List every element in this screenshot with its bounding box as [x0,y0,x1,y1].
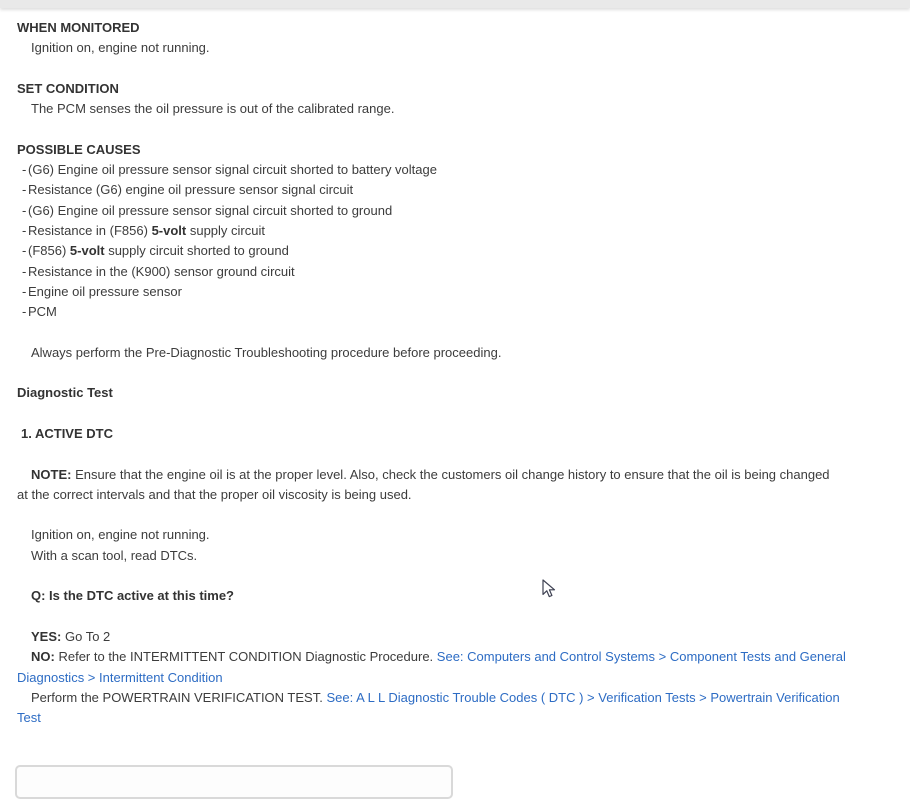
note-line-2: at the correct intervals and that the proper oil viscosity is being used. [17,486,412,502]
possible-causes-heading: POSSIBLE CAUSES [17,141,141,157]
section-possible-causes [17,140,895,323]
no-answer-line: NO: Refer to the INTERMITTENT CONDITION Diagnostic Procedure. See: Computers and Control Systems > Component Tests and General [31,649,846,665]
yes-answer-line: YES: Go To 2 [31,628,111,644]
cause-item-text: Engine oil pressure sensor [28,283,182,299]
dash-bullet: - [22,243,27,259]
dash-bullet: - [22,304,27,320]
yes-label: YES: [31,628,62,644]
verification-link-continued [17,708,895,728]
link-intermittent-condition[interactable]: See: Computers and Control Systems > Component Tests and General [436,649,846,665]
dash-bullet: - [22,162,27,178]
cause-item-text: (G6) Engine oil pressure sensor signal circuit shorted to battery voltage [28,162,437,178]
cause-item-text: (G6) Engine oil pressure sensor signal circuit shorted to ground [28,202,393,218]
link-powertrain-verification-cont[interactable]: Test [17,710,41,726]
mouse-cursor-icon [542,579,556,599]
instructions-block [17,525,895,566]
cause-item-text: Resistance (G6) engine oil pressure sensor signal circuit [28,182,354,198]
when-monitored-heading: WHEN MONITORED [17,20,140,35]
pre-diagnostic-text: Always perform the Pre-Diagnostic Troubleshooting procedure before proceeding. [31,344,502,360]
dash-bullet: - [22,222,27,238]
cause-item [17,282,895,302]
link-intermittent-condition-cont[interactable]: Diagnostics > Intermittent Condition [17,669,223,685]
cause-item-text: Resistance in (F856) 5-volt supply circuit [28,222,265,238]
when-monitored-text: Ignition on, engine not running. [31,40,210,56]
pre-diagnostic-note [17,343,895,363]
note-label: NOTE: [31,466,72,482]
step-1-title: 1. ACTIVE DTC [21,425,113,441]
instruction-line: Ignition on, engine not running. [31,527,210,543]
cause-item [17,241,895,261]
set-condition-heading: SET CONDITION [17,80,119,96]
section-when-monitored [17,18,895,59]
cause-item [17,262,895,282]
instruction-line: With a scan tool, read DTCs. [31,547,198,563]
cause-item [17,180,895,200]
diagnostic-test-section [17,383,895,403]
cause-item [17,201,895,221]
cause-item-text: Resistance in the (K900) sensor ground circuit [28,263,295,279]
set-condition-text: The PCM senses the oil pressure is out of the calibrated range. [31,101,395,117]
cause-item-text: PCM [28,304,57,320]
dash-bullet: - [22,182,27,198]
cause-item [17,160,895,180]
note-line-1: NOTE: Ensure that the engine oil is at the proper level. Also, check the customers oil change history to ensure that the oil is being changed [31,466,830,482]
dash-bullet: - [22,263,27,279]
step-1-heading-block [17,424,895,444]
question-text: Q: Is the DTC active at this time? [31,588,234,604]
top-divider-band [0,0,910,8]
no-label: NO: [31,649,55,665]
diagnostic-test-heading: Diagnostic Test [17,385,113,401]
verification-line: Perform the POWERTRAIN VERIFICATION TEST. See: A L L Diagnostic Trouble Codes ( DTC ) > Verification Tests > Powertrain Verification [31,689,840,705]
diagnostic-document [0,8,910,728]
note-block [17,465,895,506]
cause-item [17,302,895,322]
dash-bullet: - [22,283,27,299]
no-answer-link-continued [17,668,895,688]
cause-item-text: (F856) 5-volt supply circuit shorted to ground [28,243,289,259]
cause-item [17,221,895,241]
answers-block [17,627,895,728]
dash-bullet: - [22,202,27,218]
link-powertrain-verification[interactable]: See: A L L Diagnostic Trouble Codes ( DTC ) > Verification Tests > Powertrain Verification [326,689,840,705]
bottom-partial-panel [15,765,453,799]
section-set-condition [17,79,895,120]
question-block [17,586,895,606]
